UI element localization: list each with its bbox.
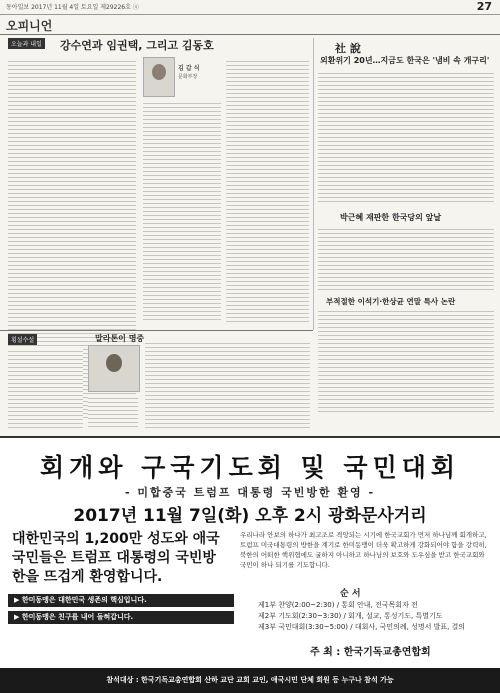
author-face [152,64,166,80]
column-body-3 [226,58,309,323]
editorial-body-3 [318,308,494,413]
advertisement [0,436,500,693]
column2-face [106,354,122,372]
column-headline: 강수연과 임권택, 그리고 김동호 [60,39,214,52]
ad-message: 대한민국의 1,200만 성도와 애국국민들은 트럼프 대통령의 국빈방한을 뜨겁게 환영합니다. [12,531,220,585]
column2-photo [88,345,140,392]
ad-order-3: 제3부 국민대회(3:30~5:00) / 대회사, 국민의례, 성명서 발표, 결의 [258,623,466,631]
masthead-line: 동아일보 2017년 11월 4일 토요일 제29226호 ⓐ [6,4,139,11]
ad-order-2: 제2부 기도회(2:30~3:30) / 회개, 설교, 통성기도, 특별기도 [258,612,443,620]
ad-host: 주 최 : 한국기독교총연합회 [310,647,431,658]
editorial-body-1 [318,70,494,205]
lower-rule [0,330,313,331]
author-byline: 김 갑 식 [178,65,200,72]
column-body-2 [143,100,221,323]
ad-description: 우리나라 안보의 하나가 최고조로 격앙되는 시기에 한국교회가 먼저 하나님께 회개하고, 트럼프 미국대통령의 방한을 계기로 한미동맹이 더욱 확고하게 강화되어야 함을 강력히, 북한의 어떠한 핵위협에도 굴하지 아니하고 하나님의 보호와 도우심을 받고 한국교회와 국민이 하나 되기를 기도합니다. [240,531,487,569]
page-header [0,0,500,15]
editorial-headline-1: 외환위기 20년…지금도 한국은 '냄비 속 개구리' [320,56,490,65]
editorial-label: 社 說 [335,42,361,55]
ad-subtitle: - 미합중국 트럼프 대통령 국빈방한 환영 - [124,486,376,499]
page-number: 27 [476,0,492,13]
ad-order-1: 제1부 찬양(2:00~2:30) / 통회 안내, 전국목회자 전 [258,601,418,609]
column2-body-2 [88,395,138,428]
column-kicker: 오늘과 내일 [8,38,45,49]
ad-date: 2017년 11월 7일(화) 오후 2시 광화문사거리 [73,506,427,526]
section-rule [0,34,500,35]
column2-kicker: 횡설수설 [8,334,37,345]
ad-order-label: 순 서 [340,589,361,599]
ad-bullet-2: ▶ 한미동맹은 친구를 내어 돌혀갑니다. [8,611,234,624]
editorial-headline-3: 부적절한 이석기·한상균 연말 특사 논란 [326,297,456,306]
section-title: 오피니언 [6,19,53,33]
column2-body-3 [145,340,310,428]
ad-footer: 참석대상 : 한국기독교총연합회 산하 교단 교회 교인, 애국시민 단체 회원 등 누구나 참석 가능 [0,668,500,693]
ad-title: 회개와 구국기도회 및 국민대회 [39,453,461,482]
column-divider [313,38,314,330]
editorial-body-2 [318,226,494,291]
column2-headline: 말라톤이 명중 [95,334,145,343]
author-role: 문화부장 [178,74,198,80]
ad-bullet-1: ▶ 한미동맹은 대한민국 생존의 핵심입니다. [8,594,234,607]
author-photo [143,57,175,97]
column2-body-1 [8,348,83,428]
editorial-headline-2: 박근혜 재판한 한국당의 앞날 [340,213,442,222]
